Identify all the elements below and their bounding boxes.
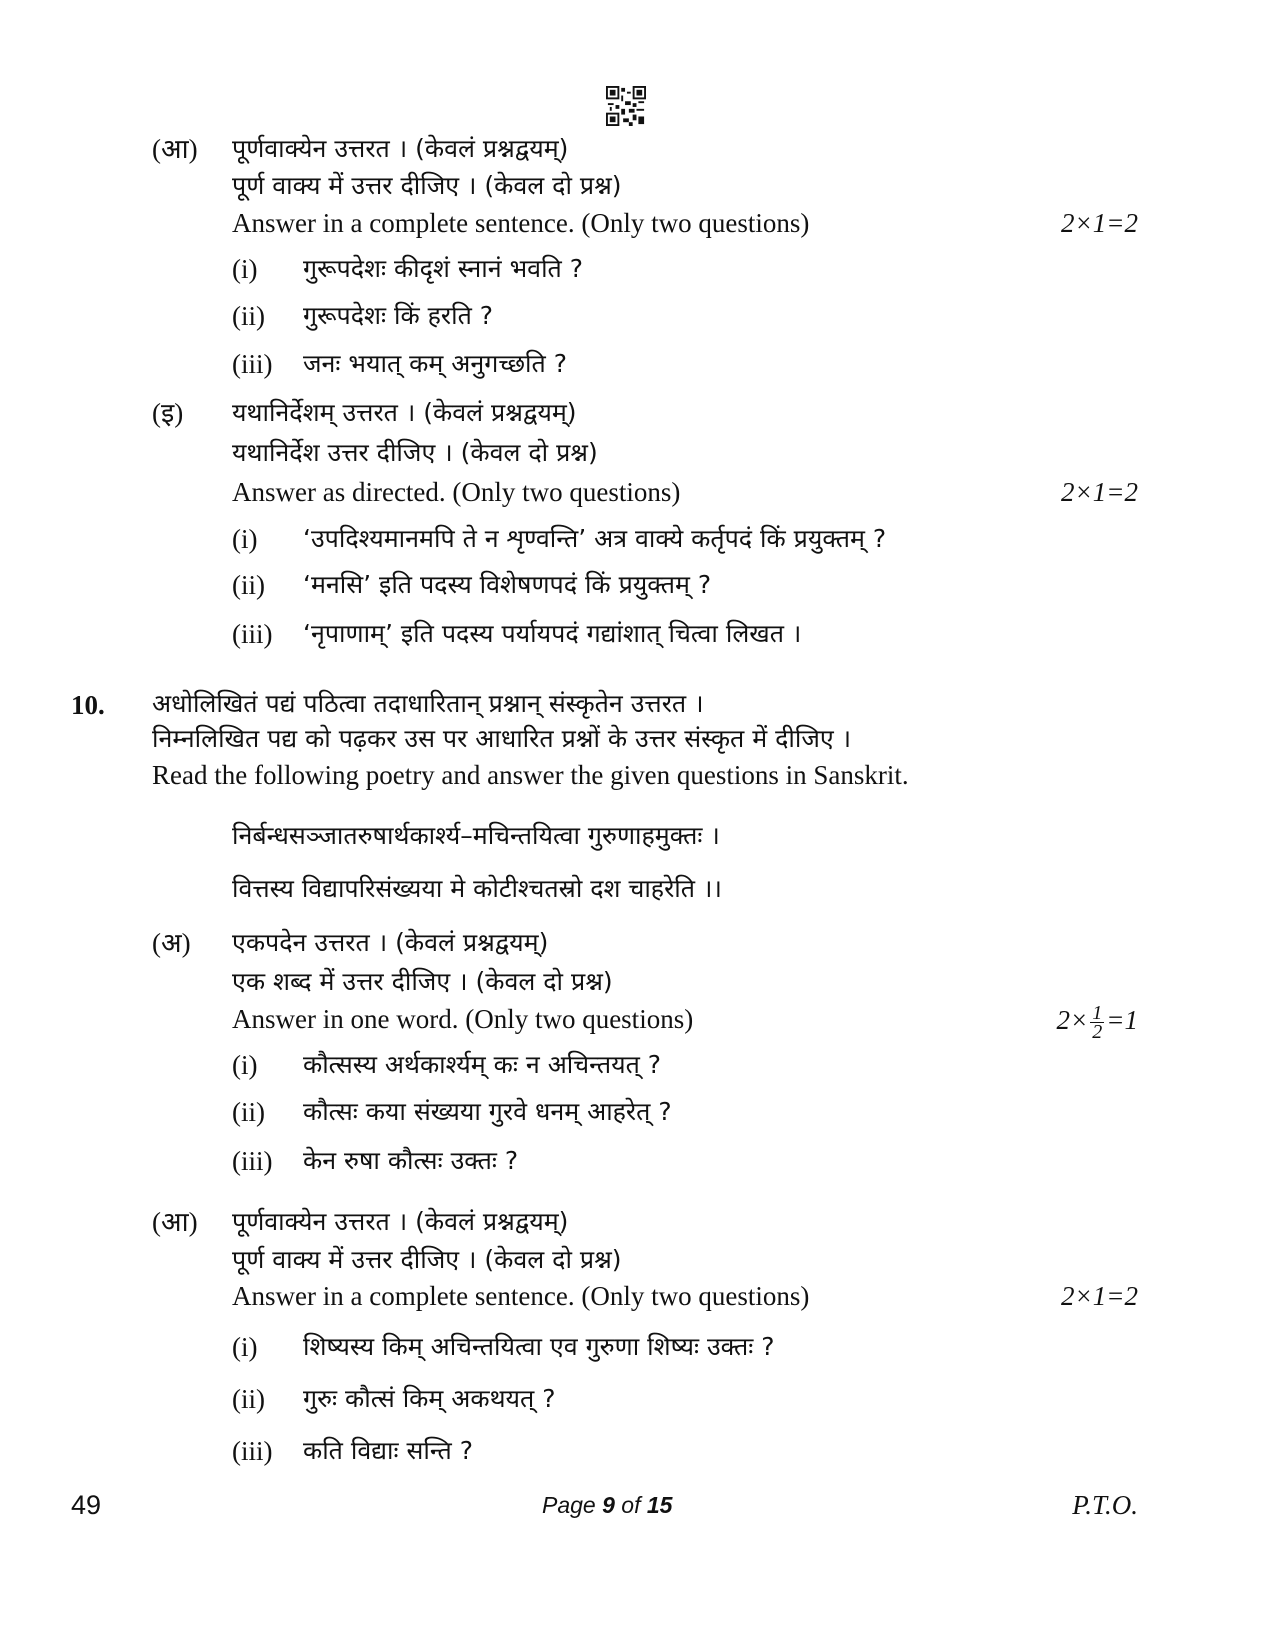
question-number: (iii) bbox=[232, 1146, 273, 1176]
instruction-sanskrit: पूर्णवाक्येन उत्तरत । (केवलं प्रश्नद्वयम्) bbox=[232, 134, 569, 163]
question-number: (ii) bbox=[232, 570, 265, 600]
paper-code: 49 bbox=[71, 1490, 102, 1520]
instruction-sanskrit: पूर्णवाक्येन उत्तरत । (केवलं प्रश्नद्वयम्) bbox=[232, 1207, 569, 1236]
question-text: ‘नृपाणाम्’ इति पदस्य पर्यायपदं गद्यांशात् चित्वा लिखत । bbox=[303, 619, 802, 648]
marks: 2×1=2 bbox=[1061, 477, 1138, 507]
page-prefix: Page bbox=[542, 1492, 603, 1518]
instruction-hindi: पूर्ण वाक्य में उत्तर दीजिए । (केवल दो प्रश्न) bbox=[232, 1245, 622, 1274]
please-turn-over: P.T.O. bbox=[1072, 1490, 1138, 1520]
instruction-hindi: यथानिर्देश उत्तर दीजिए । (केवल दो प्रश्न) bbox=[232, 438, 598, 467]
instruction-english: Answer in a complete sentence. (Only two questions) bbox=[232, 1281, 810, 1311]
page-of: of bbox=[614, 1492, 647, 1518]
question-text: कौत्सः कया संख्यया गुरवे धनम् आहरेत् ? bbox=[303, 1097, 672, 1126]
subquestion-label: (आ) bbox=[152, 1207, 198, 1237]
marks bbox=[1056, 1000, 1138, 1044]
question-number: (i) bbox=[232, 524, 258, 554]
question-text: कति विद्याः सन्ति ? bbox=[303, 1436, 474, 1465]
instruction-sanskrit: अधोलिखितं पद्यं पठित्वा तदाधारितान् प्रश्नान् संस्कृतेन उत्तरत । bbox=[152, 689, 704, 718]
question-text: केन रुषा कौत्सः उक्तः ? bbox=[303, 1146, 519, 1175]
subquestion-label: (इ) bbox=[152, 398, 184, 428]
question-text: शिष्यस्य किम् अचिन्तयित्वा एव गुरुणा शिष्यः उक्तः ? bbox=[303, 1332, 775, 1361]
fraction-denominator: 2 bbox=[1092, 1021, 1103, 1044]
page-current: 9 bbox=[602, 1492, 615, 1518]
instruction-english: Answer in a complete sentence. (Only two questions) bbox=[232, 208, 810, 238]
instruction-hindi: एक शब्द में उत्तर दीजिए । (केवल दो प्रश्न) bbox=[232, 967, 613, 996]
question-text: जनः भयात् कम् अनुगच्छति ? bbox=[303, 349, 567, 378]
fraction-numerator: 1 bbox=[1092, 1002, 1103, 1025]
verse-line-2: वित्तस्य विद्यापरिसंख्यया मे कोटीश्चतस्रो दश चाहरेति ।। bbox=[232, 874, 722, 903]
marks-fraction bbox=[1090, 1002, 1104, 1044]
marks-suffix: =1 bbox=[1106, 1005, 1138, 1035]
question-text: गुरूपदेशः कीदृशं स्नानं भवति ? bbox=[303, 254, 584, 283]
marks: 2×1=2 bbox=[1061, 1281, 1138, 1311]
instruction-sanskrit: यथानिर्देशम् उत्तरत । (केवलं प्रश्नद्वयम्) bbox=[232, 398, 577, 427]
page-number bbox=[542, 1492, 672, 1519]
question-number: (i) bbox=[232, 254, 258, 284]
question-number: (iii) bbox=[232, 1436, 273, 1466]
instruction-hindi: पूर्ण वाक्य में उत्तर दीजिए । (केवल दो प्रश्न) bbox=[232, 171, 622, 200]
question-text: गुरूपदेशः किं हरति ? bbox=[303, 301, 494, 330]
marks-prefix: 2× bbox=[1056, 1005, 1089, 1035]
instruction-hindi: निम्नलिखित पद्य को पढ़कर उस पर आधारित प्रश्नों के उत्तर संस्कृत में दीजिए । bbox=[152, 724, 852, 753]
instruction-sanskrit: एकपदेन उत्तरत । (केवलं प्रश्नद्वयम्) bbox=[232, 928, 549, 957]
question-number: (iii) bbox=[232, 619, 273, 649]
question-number: (ii) bbox=[232, 1384, 265, 1414]
question-number: (i) bbox=[232, 1332, 258, 1362]
verse-line-1: निर्बन्धसञ्जातरुषार्थकार्श्य–मचिन्तयित्वा गुरुणाहमुक्तः । bbox=[232, 821, 720, 850]
subquestion-label: (आ) bbox=[152, 134, 198, 164]
instruction-english: Read the following poetry and answer the given questions in Sanskrit. bbox=[152, 760, 909, 790]
instruction-english: Answer in one word. (Only two questions) bbox=[232, 1004, 694, 1034]
marks: 2×1=2 bbox=[1061, 208, 1138, 238]
question-text: ‘उपदिश्यमानमपि ते न शृण्वन्ति’ अत्र वाक्ये कर्तृपदं किं प्रयुक्तम् ? bbox=[303, 524, 887, 553]
subquestion-label: (अ) bbox=[152, 928, 191, 958]
question-number-10: 10. bbox=[71, 690, 105, 720]
question-number: (iii) bbox=[232, 349, 273, 379]
qr-code-icon bbox=[606, 86, 646, 126]
question-number: (i) bbox=[232, 1050, 258, 1080]
question-number: (ii) bbox=[232, 301, 265, 331]
question-text: कौत्सस्य अर्थकार्श्यम् कः न अचिन्तयत् ? bbox=[303, 1050, 662, 1079]
question-number: (ii) bbox=[232, 1097, 265, 1127]
question-text: ‘मनसि’ इति पदस्य विशेषणपदं किं प्रयुक्तम् ? bbox=[303, 570, 712, 599]
question-text: गुरुः कौत्सं किम् अकथयत् ? bbox=[303, 1384, 556, 1413]
page-total: 15 bbox=[646, 1492, 673, 1518]
instruction-english: Answer as directed. (Only two questions) bbox=[232, 477, 681, 507]
